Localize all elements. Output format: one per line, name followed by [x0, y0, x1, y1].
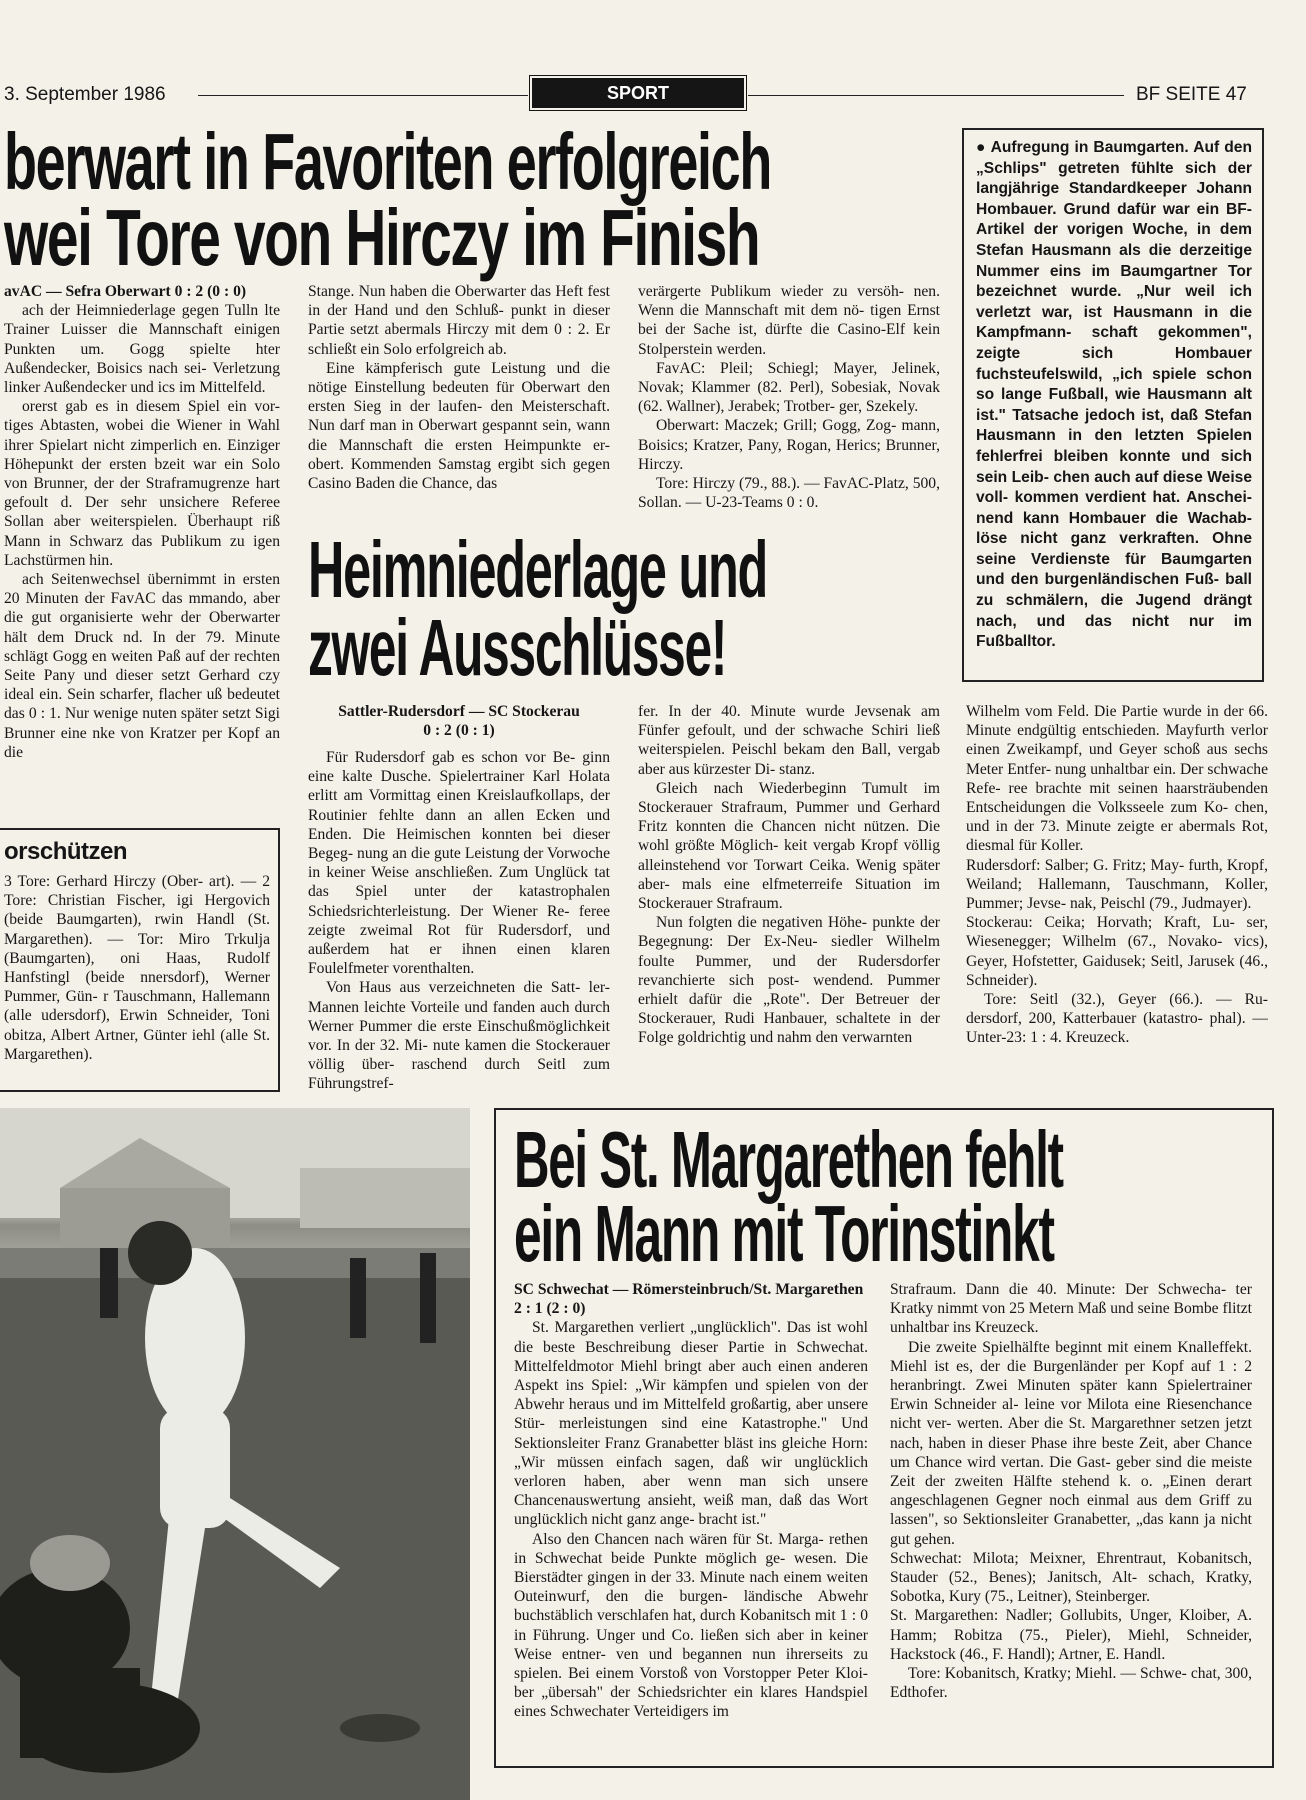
article1-paragraph: Stange. Nun haben die Oberwarter das Heft fest in der Hand und den Schluß- punkt in dieser Partie setzt abermals Hirczy mit dem 0 : 2. Er schließt ein Solo erfolgreich ab. [308, 283, 610, 358]
article3-headline-line1: Bei St. Margarethen fehlt [514, 1115, 1063, 1204]
page-number: BF SEITE 47 [1136, 84, 1247, 105]
masthead-rule-left [198, 95, 528, 96]
section-tag: SPORT [532, 78, 744, 108]
article3-paragraph: Also den Chancen nach wären für St. Marga- rethen in Schwechat beide Punkte möglich ge- wesen. Die Bierstädter gingen in der 33. Minute nach einem weiten Outeinwurf, den die burgen- ländische Abwehr buchstäblich verschlafen hat, durch Kobanitsch mit 1 : 0 in Führung. Unger und Co. ließen sich aber in keiner Weise entner- ven und begannen nun ihrerseits zu spielen. Bei einem Vorstoß von Vorstopper Peter Kloi- ber „übersah" der Schiedsrichter ein klares Handspiel eines Schwechater Verteidigers im [514, 1530, 868, 1721]
article2-paragraph: fer. In der 40. Minute wurde Jevsenak am Fünfer gefoult, und der schwache Schiri ließ weiterspielen. Peischl bekam den Ball, vergab aber aus kürzester Di- stanz. [638, 703, 940, 778]
article1-headline-line2: wei Tore von Hirczy im Finish [4, 193, 760, 282]
article2-headline-line1: Heimniederlage und [308, 525, 768, 614]
article1-lineup-oberwart: Oberwart: Maczek; Grill; Gogg, Zog- mann, Boisics; Kratzer, Pany, Rogan, Herics; Brunner, Hirczy. [638, 417, 940, 473]
article2-paragraph: Für Rudersdorf gab es schon vor Be- ginn eine kalte Dusche. Spielertrainer Karl Holata erlitt am Vormittag einen Kreislaufkollaps, der Routinier fehlte dann an allen Ecken und Enden. Die Heimischen konnten bei dieser Begeg- nung an die gute Leistung der Vorwoche in keiner Weise anschließen. Zum Unglück tat das Spiel unter der katastrophalen Schiedsrichterleistung. Der Wiener Re- feree zeigte zweimal Rot für Rudersdorf, und außerdem hat er ihnen einen klaren Foulelfmeter vorenthalten. [308, 749, 610, 978]
article3-subhead: SC Schwechat — Römersteinbruch/St. Margarethen 2 : 1 (2 : 0) [514, 1281, 864, 1318]
scorers-title: orschützen [4, 838, 128, 865]
article2-lineup-stockerau: Stockerau: Ceika; Horvath; Kraft, Lu- ser, Wiesenegger; Wilhelm (67., Novako- vics), Geyer, Hofstetter, Gaidusek; Seitl, Jarusek (46., Schneider). [966, 914, 1268, 989]
article3-column-2 [890, 1280, 1252, 1750]
sidebox-text: ● Aufregung in Baumgarten. Auf den „Schlips" getreten fühlte sich der langjährige Standardkeeper Johann Hombauer. Grund dafür war ein BF-Artikel der vorigen Woche, in dem Stefan Hausmann als die derzeitige Nummer eins im Baumgartner Tor bezeichnet wurde. „Nur weil ich verletzt war, ist Hausmann in die Kampfmann- schaft gekommen", zeigte sich Hombauer fuchsteufelswild, „ich spiele schon so lange Fußball, wie Hausmann alt ist." Tatsache jedoch ist, daß Stefan Hausmann in den letzten Spielen fehlerfrei bleiben konnte und sich sein Leib- chen auch auf diese Weise voll- kommen verdient hat. Anschei- nend kann Hombauer die Wachab- löse nicht ganz verkraften. Ohne seine Verdienste für Baumgarten und den burgenländischen Fuß- ball zu schmälern, die Jugend drängt nach, und das nicht nur im Fußballtor. [976, 139, 1252, 651]
article2-goals: Tore: Seitl (32.), Geyer (66.). — Ru- dersdorf, 200, Katterbauer (katastro- phal). — Unter-23: 1 : 4. Kreuzeck. [966, 991, 1268, 1047]
article3-paragraph: St. Margarethen verliert „unglücklich". Das ist wohl die beste Beschreibung dieser Partie in Schwechat. Mittelfeldmotor Miehl bringt aber auch einen anderen Aspekt ins Spiel: „Wir kämpfen und spielen von der Abwehr heraus und im Mittelfeld großartig, aber unsere Stür- merleistungen sind eine Katastrophe." Und Sektionsleiter Franz Granabetter bläst ins gleiche Horn: „Wir müssen einfach sagen, daß wir unglücklich verloren haben, aber wenn man sich unsere Chancenauswertung ansieht, weiß man, daß das Wort unglücklich nicht ganz ange- bracht ist." [514, 1319, 868, 1529]
article2-column-3 [966, 702, 1268, 1094]
article1-matchline: avAC — Sefra Oberwart 0 : 2 (0 : 0) [4, 283, 247, 300]
article1-goals: Tore: Hirczy (79., 88.). — FavAC-Platz, 500, Sollan. — U-23-Teams 0 : 0. [638, 475, 940, 512]
article1-paragraph: orerst gab es in diesem Spiel ein vor- tiges Abtasten, wobei die Wiener in Wahl ihrer Spielart nicht zimperlich en. Einziger Höhepunkt der ersten bzeit war ein Solo von Brunner, der der Straframugrenze hart gefoult d. Der sehr unsichere Referee Sollan aber weiterspielen. Überhaupt riß Mann in Schwarz das Publikum zu igen Lachstürmen hin. [4, 398, 280, 569]
article2-lineup-rudersdorf: Rudersdorf: Salber; G. Fritz; May- furth, Kropf, Weiland; Hallemann, Tauschmann, Koller, Pummer; Jevse- nak, Peischl (79., Judmayer). [966, 856, 1268, 913]
article2-paragraph: Wilhelm vom Feld. Die Partie wurde in der 66. Minute endgültig entschieden. Mayfurth verlor einen Zweikampf, und Geyer schoß aus sechs Meter Entfer- nung unhaltbar ein. Der schwache Refe- ree brachte mit seinen haarsträubenden Entscheidungen die Volksseele zum Ko- chen, und in der 73. Minute zeigte er abermals Rot, diesmal für Koller. [966, 703, 1268, 855]
article2-paragraph: Gleich nach Wiederbeginn Tumult im Stockerauer Strafraum, Pummer und Gerhard Fritz konnten die Chancen nicht nützen. Die wohl größte Möglich- keit vergab Kropf völlig alleinstehend vor Torwart Ceika. Wenig später aber- mals eine elfmeterreife Situation im Stockerauer Strafraum. [638, 779, 940, 913]
issue-date: 3. September 1986 [4, 84, 166, 105]
article1-lineup-favac: FavAC: Pleil; Schiegl; Mayer, Jelinek, Novak; Klammer (82. Perl), Sobesiak, Novak (62. Wallner), Jerabek; Trotber- ger, Szekely. [638, 359, 940, 416]
article3-goals: Tore: Kobanitsch, Kratky; Miehl. — Schwe- chat, 300, Edthofer. [890, 1665, 1252, 1702]
article1-paragraph: ach der Heimniederlage gegen Tulln lte Trainer Luisser die Mannschaft einigen Punkten um. Gogg spielte hter Außendecker, Boisics nach sei- Verletzung linker Außendecker und ics im Mittelfeld. [4, 302, 280, 397]
article3-lineup-margarethen: St. Margarethen: Nadler; Gollubits, Unger, Kloiber, A. Hamm; Robitza (75., Pieler), Miehl, Schneider, Hackstock (46., F. Handl); Artner, E. Handl. [890, 1607, 1252, 1663]
article2-column-2 [638, 702, 940, 1094]
article2-subhead-line1: Sattler-Rudersdorf — SC Stockerau [338, 703, 580, 720]
article3-paragraph: Die zweite Spielhälfte beginnt mit einem Knalleffekt. Miehl ist es, der die Burgenländer per Kopf auf 1 : 2 heranbringt. Zwei Minuten später kann Spielertrainer Erwin Schneider al- leine vor Milota eine Riesenchance nicht ver- werten. Aber die St. Margarethner setzen jetzt nach, haben in dieser Phase ihre beste Zeit, aber Chance um Chance wird vertan. Die Gast- geber sind die meiste Zeit der zweiten Hälfte stehend k. o. „Einen derart angeschlagenen Gegner noch einmal aus dem Griff zu lassen", so Sektionsleiter Granabetter, „das kann ja nicht gut gehen. [890, 1338, 1252, 1548]
article1-paragraph: ach Seitenwechsel übernimmt in ersten 20 Minuten der FavAC das mmando, aber die gut organisierte wehr der Oberwarter hält dem Druck nd. In der 79. Minute schlägt Gogg en weiten Paß auf der rechten Seite Pany und dieser setzt Gerhard czy ideal ein. Sein scharfer, flacher uß bedeutet das 0 : 1. Nur wenige nuten später setzt Sigi Brunner eine nke von Kratzer per Kopf an die [4, 571, 280, 761]
article2-paragraph: Von Haus aus verzeichneten die Satt- ler-Mannen leichte Vorteile und fanden auch durch Werner Pummer die erste Einschußmöglichkeit vor. In der 32. Mi- nute kamen die Stockerauer völlig über- raschend durch Seitl zum Führungstref- [308, 979, 610, 1093]
article2-headline-line2: zwei Ausschlüsse! [308, 603, 727, 692]
match-photo [0, 1108, 470, 1800]
article3-headline-line2: ein Mann mit Torinstinkt [514, 1189, 1054, 1278]
article2-column-1 [308, 748, 610, 1094]
scorers-text: 3 Tore: Gerhard Hirczy (Ober- art). — 2 Tore: Christian Fischer, igi Hergovich (beide Baumgarten), rwin Handl (St. Margarethen). — Tor: Miro Trkulja (Baumgarten), oni Haas, Rudolf Hanfstingl (beide nnersdorf), Werner Pummer, Gün- r Tauschmann, Hallemann (alle udersdorf), Erwin Schneider, Toni obitza, Albert Artner, Günter iehl (alle St. Margarethen). [4, 873, 270, 1063]
article2-subhead [308, 702, 610, 740]
match-photo-illustration [0, 1108, 470, 1800]
article1-column-1 [4, 282, 280, 812]
article3-lineup-schwechat: Schwechat: Milota; Meixner, Ehrentraut, Kobanitsch, Stauder (52., Benes); Janitsch, Alt- schach, Kratky, Sobotka, Kury (75., Leitner), Steinberger. [890, 1549, 1252, 1606]
article1-headline-line1: berwart in Favoriten erfolgreich [4, 117, 771, 206]
article1-column-3 [638, 282, 940, 522]
article1-paragraph: verärgerte Publikum wieder zu versöh- nen. Wenn die Mannschaft mit dem nö- tigen Ernst bei der Sache ist, dürfte die Casino-Elf kein Stolperstein werden. [638, 283, 940, 358]
article2-subhead-line2: 0 : 2 (0 : 1) [423, 722, 495, 740]
masthead-rule-right [748, 95, 1124, 96]
article1-paragraph: Eine kämpferisch gute Leistung und die nötige Einstellung bedeuten für Oberwart den ersten Sieg in der laufen- den Meisterschaft. Nun darf man in Oberwart gespannt sein, wann die Mannschaft die ersten Heimpunkte er- obert. Kommenden Samstag ergibt sich gegen Casino Baden die Chance, das [308, 359, 610, 493]
article1-column-2 [308, 282, 610, 522]
article2-paragraph: Nun folgten die negativen Höhe- punkte der Begegnung: Der Ex-Neu- siedler Wilhelm foulte Pummer, und der Rudersdorfer revanchierte sich post- wendend. Pummer erhielt dafür die „Rote". Der Betreuer der Stockerauer, Rudi Hanbauer, schaltete in der Folge goldrichtig und nahm den verwarnten [638, 914, 940, 1047]
article3-column-1 [514, 1280, 868, 1750]
article3-paragraph: Strafraum. Dann die 40. Minute: Der Schwecha- ter Kratky nimmt von 25 Metern Maß und seine Bombe flitzt unhaltbar ins Kreuzeck. [890, 1281, 1252, 1337]
